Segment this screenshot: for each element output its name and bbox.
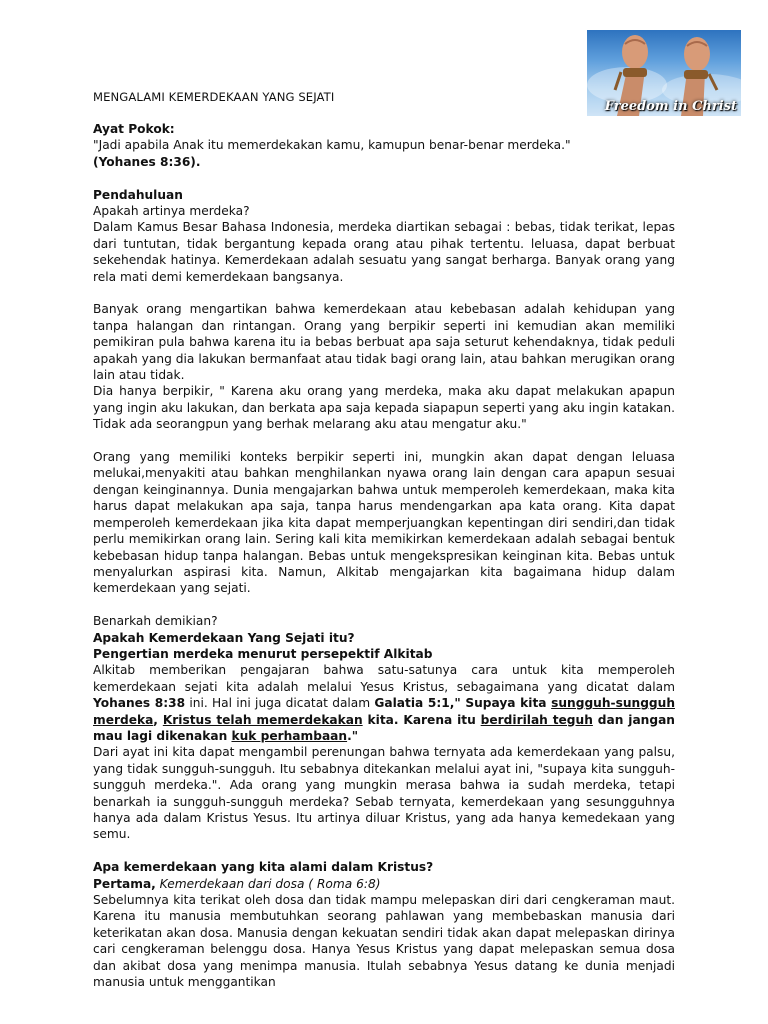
ayat-reference: (Yohanes 8:36). bbox=[93, 154, 201, 169]
freedom-banner-image bbox=[587, 30, 741, 116]
paragraph: Banyak orang mengartikan bahwa kemerdekaan atau kebebasan adalah kehidupan yang tanpa halangan dan rintangan. Orang yang berpikir seperti ini kemudian akan memiliki pemikiran pula bahwa karena itu ia bebas berbuat apa saja seturut kehendaknya, tidak peduli apakah yang dia lakukan bermanfaat atau tidak bagi orang lain, atau bahkan merugikan orang lain atau tidak. bbox=[93, 302, 675, 383]
pertama-heading: Pertama, Kemerdekaan dari dosa ( Roma 6:8) bbox=[93, 876, 381, 891]
ayat-heading: Ayat Pokok: bbox=[93, 122, 175, 136]
paragraph: Dari ayat ini kita dapat mengambil perenungan bahwa ternyata ada kemerdekaan yang palsu, yang tidak sungguh-sungguh. Itu sebabnya ditekankan melalui ayat ini, "supaya kita sungguh-sungguh merdeka.". Ada orang yang mungkin merasa bahwa ia sudah merdeka, tetapi benarkah ia sungguh-sungguh merdeka? Sebab ternyata, kemerdekaan yang sesungguhnya hanya ada dalam Kristus Yesus. Itu artinya diluar Kristus, yang ada hanya kemedekaan yang semu. bbox=[93, 745, 675, 842]
paragraph: Dalam Kamus Besar Bahasa Indonesia, merdeka diartikan sebagai : bebas, tidak terikat, lepas dari tuntutan, tidak bergantung kepada orang atau pihak tertentu. leluasa, dapat berbuat sekehendak hatinya. Kemerdekaan adalah sesuatu yang sangat berharga. Banyak orang yang rela mati demi kemerdekaan bangsanya. bbox=[93, 220, 675, 284]
sejati-question: Benarkah demikian? bbox=[93, 614, 218, 629]
dalam-kristus-heading: Apa kemerdekaan yang kita alami dalam Kristus? bbox=[93, 860, 434, 875]
sejati-heading: Apakah Kemerdekaan Yang Sejati itu? bbox=[93, 630, 355, 645]
pendahuluan-question: Apakah artinya merdeka? bbox=[93, 204, 250, 219]
paragraph: Sebelumnya kita terikat oleh dosa dan tidak mampu melepaskan diri dari cengkeraman maut. Karena itu manusia membutuhkan seorang pahlawan yang membebaskan manusia dari keterikatan akan dosa. Manusia dengan kekuatan sendiri tidak akan dapat melepaskan dirinya cari cengkeraman belenggu dosa. Hanya Yesus Kristus yang dapat melepaskan semua dosa dan akibat dosa yang menimpa manusia. Itulah sebabnya Yesus datang ke dunia menjadi manusia untuk menggantikan bbox=[93, 893, 675, 990]
document-body bbox=[93, 121, 675, 990]
paragraph: Dia hanya berpikir, " Karena aku orang yang merdeka, maka aku dapat melakukan apapun yang ingin aku lakukan, dan berkata apa saja kepada siapapun seperti yang aku ingin katakan. Tidak ada seorangpun yang berhak melarang aku atau mengatur aku." bbox=[93, 384, 675, 432]
sejati-subheading: Pengertian merdeka menurut persepektif Alkitab bbox=[93, 646, 433, 661]
banner-caption: Freedom in Christ bbox=[604, 99, 737, 114]
paragraph: Orang yang memiliki konteks berpikir seperti ini, mungkin akan dapat dengan leluasa melukai,menyakiti atau bahkan menghilankan nyawa orang lain dengan cara apapun sesuai dengan keinginannya. Dunia mengajarkan bahwa untuk memperoleh kemerdekaan, maka kita harus dapat melakukan apa saja, tanpa harus mendengarkan apa kata orang. Kita dapat memperoleh kemerdekaan jika kita dapat memperjuangkan kepentingan diri sendiri,dan tidak perlu memikirkan orang lain. Sering kali kita memikirkan kemerdekaan adalah sebagai bentuk kebebasan hidup tanpa halangan. Bebas untuk mengekspresikan keinginan kita. Bebas untuk menyalurkan aspirasi kita. Namun, Alkitab mengajarkan kita bagaimana hidup dalam kemerdekaan yang sejati. bbox=[93, 450, 675, 596]
ayat-quote: "Jadi apabila Anak itu memerdekakan kamu, kamupun benar-benar merdeka." bbox=[93, 138, 571, 153]
page-title: MENGALAMI KEMERDEKAAN YANG SEJATI bbox=[93, 90, 335, 104]
pendahuluan-heading: Pendahuluan bbox=[93, 187, 183, 202]
paragraph: Alkitab memberikan pengajaran bahwa satu-satunya cara untuk kita memperoleh kemerdekaan sejati kita adalah melalui Yesus Kristus, sebagaimana yang dicatat dalam Yohanes 8:38 ini. Hal ini juga dicatat dalam Galatia 5:1," Supaya kita sungguh-sungguh merdeka, Kristus telah memerdekakan kita. Karena itu berdirilah teguh dan jangan mau lagi dikenakan kuk perhambaan." bbox=[93, 663, 675, 743]
